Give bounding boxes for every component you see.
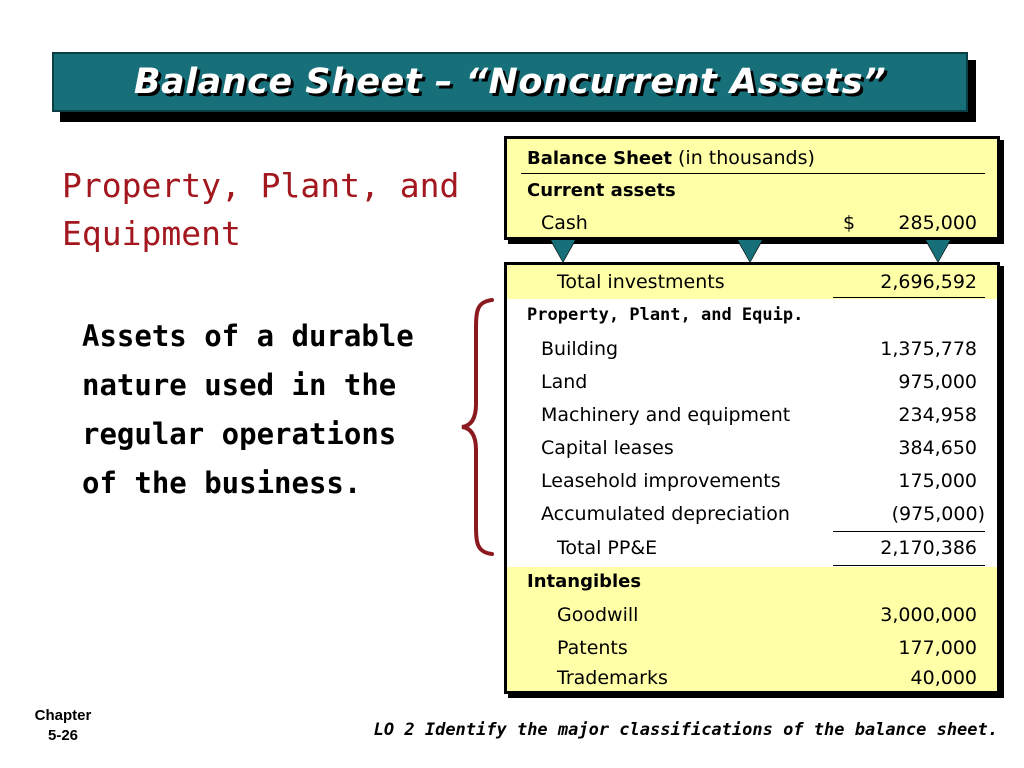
definition-line-2: nature used in the [82, 368, 397, 402]
land-label: Land [541, 371, 588, 393]
accumulated-depreciation-value: (975,000) [891, 503, 985, 525]
table-row [507, 466, 997, 498]
machinery-value: 234,958 [898, 404, 977, 426]
total-investments-value: 2,696,592 [880, 271, 977, 293]
learning-objective: LO 2 Identify the major classifications of the balance sheet. [373, 720, 998, 740]
ppe-heading-row [507, 301, 997, 333]
total-ppe-value: 2,170,386 [880, 537, 977, 559]
trademarks-label: Trademarks [557, 667, 668, 689]
table-row [507, 433, 997, 465]
cash-label: Cash [541, 212, 588, 234]
investments-underline [833, 297, 985, 298]
patents-value: 177,000 [898, 637, 977, 659]
leasehold-value: 175,000 [898, 470, 977, 492]
chapter-number: 5-26 [47, 727, 79, 744]
capital-leases-value: 384,650 [898, 437, 977, 459]
cash-value: 285,000 [898, 212, 977, 234]
curly-brace-icon [458, 296, 498, 558]
cash-currency: $ [843, 212, 856, 234]
total-ppe-row [507, 533, 997, 565]
definition-line-4: of the business. [82, 466, 362, 500]
table-row [507, 334, 997, 366]
table-row [507, 400, 997, 432]
accumulated-depreciation-label: Accumulated depreciation [541, 503, 790, 525]
intangibles-label: Intangibles [527, 571, 642, 592]
slide-title: Balance Sheet – “Noncurrent Assets” [133, 62, 887, 102]
total-investments-label: Total investments [557, 271, 725, 293]
ppe-definition [82, 312, 462, 508]
header-divider [521, 173, 985, 174]
ppe-heading-line-2: Equipment [62, 214, 241, 253]
down-arrow-icon [551, 240, 575, 262]
ppe-underline [833, 531, 985, 532]
building-value: 1,375,778 [880, 338, 977, 360]
chapter-text: Chapter [34, 707, 92, 724]
cash-row [507, 208, 997, 240]
goodwill-label: Goodwill [557, 604, 639, 626]
current-assets-label: Current assets [527, 180, 676, 201]
sheet-header-row [507, 143, 997, 175]
ppe-heading-line-1: Property, Plant, and [62, 166, 460, 205]
ppe-section-label: Property, Plant, and Equip. [527, 305, 804, 325]
building-label: Building [541, 338, 619, 360]
total-ppe-underline [833, 565, 985, 566]
down-arrow-icon [926, 240, 950, 262]
balance-sheet-top [504, 136, 1000, 240]
trademarks-value: 40,000 [910, 667, 977, 689]
total-investments-row [507, 267, 997, 299]
table-row [507, 499, 997, 531]
definition-line-1: Assets of a durable [82, 319, 414, 353]
table-row [507, 600, 997, 632]
definition-line-3: regular operations [82, 417, 397, 451]
total-ppe-label: Total PP&E [557, 537, 658, 559]
balance-sheet-main [504, 262, 1000, 694]
sheet-header-title: Balance Sheet [527, 148, 672, 169]
leasehold-label: Leasehold improvements [541, 470, 781, 492]
intangibles-heading-row [507, 567, 997, 599]
goodwill-value: 3,000,000 [880, 604, 977, 626]
ppe-heading [62, 162, 482, 258]
patents-label: Patents [557, 637, 628, 659]
current-assets-row [507, 176, 997, 208]
title-bar [52, 52, 968, 112]
capital-leases-label: Capital leases [541, 437, 674, 459]
machinery-label: Machinery and equipment [541, 404, 791, 426]
table-row [507, 367, 997, 399]
sheet-header-units: (in thousands) [678, 147, 815, 169]
sheet-header [527, 147, 815, 169]
land-value: 975,000 [898, 371, 977, 393]
chapter-label [28, 706, 98, 746]
down-arrow-icon [738, 240, 762, 262]
table-row [507, 633, 997, 665]
table-row [507, 663, 997, 695]
